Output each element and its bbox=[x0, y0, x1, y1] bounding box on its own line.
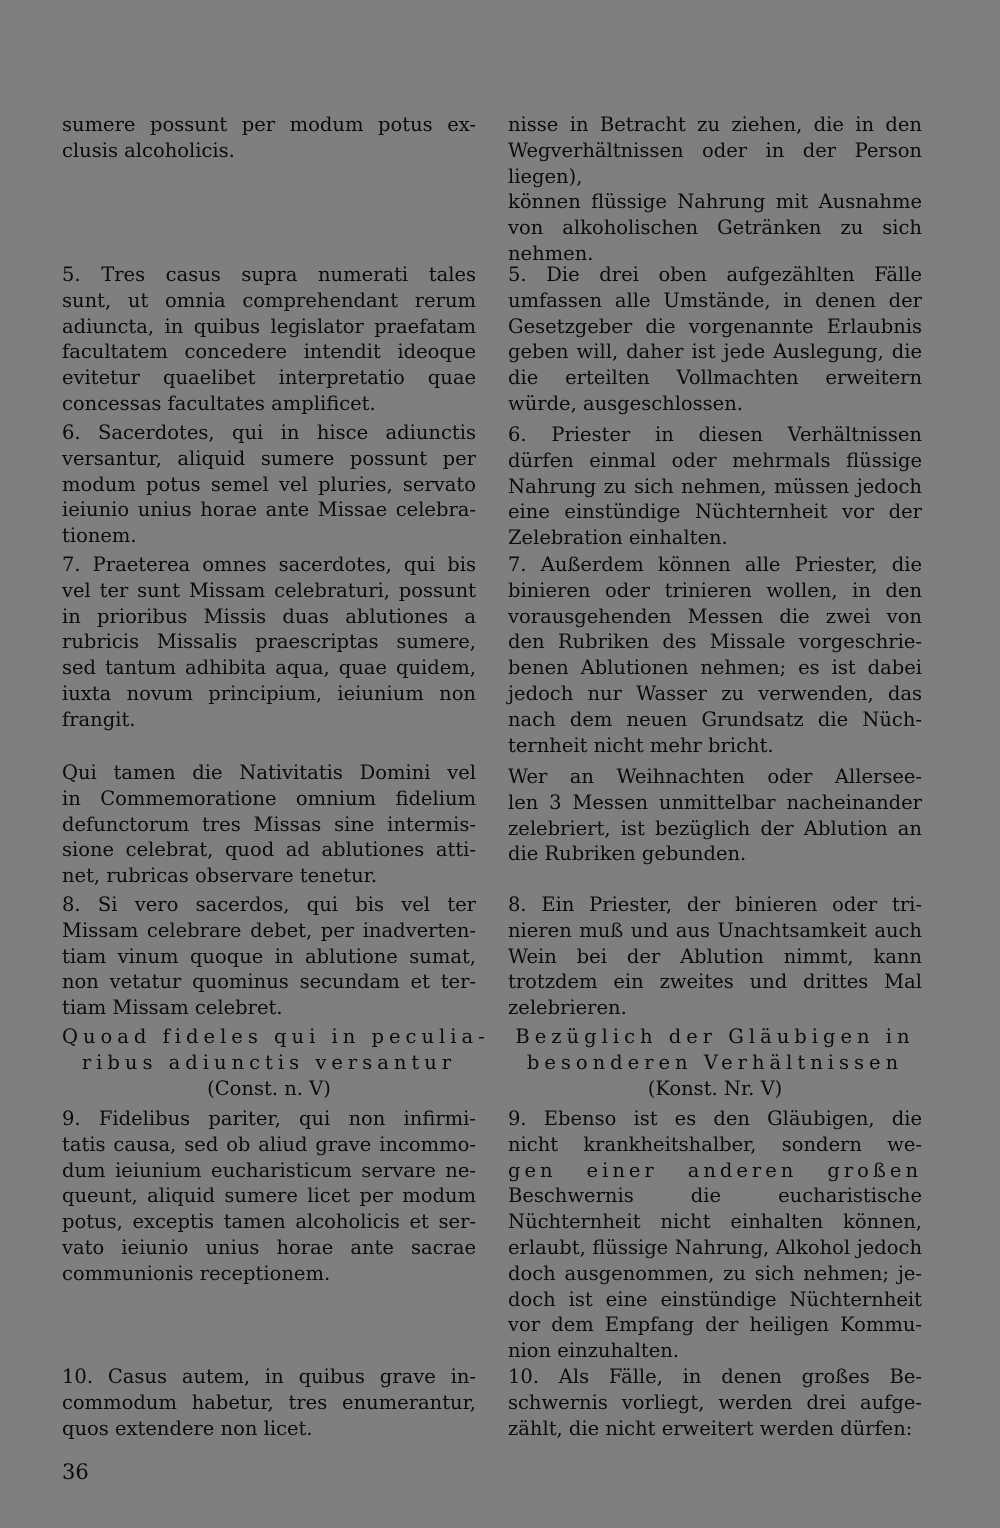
text-line: dürfen einmal oder mehrmals flüssige bbox=[508, 448, 922, 472]
constitution-reference: (Konst. Nr. V) bbox=[647, 1076, 783, 1100]
paragraph bbox=[508, 1106, 922, 1364]
text-line: Missam celebrare debet, per inadverten- bbox=[62, 918, 476, 942]
text-line: in Commemoratione omnium fidelium bbox=[62, 786, 476, 810]
text-line: len 3 Messen unmittelbar nacheinander bbox=[508, 790, 922, 814]
text-line: nion einzuhalten. bbox=[508, 1339, 680, 1363]
latin-paragraph-qui bbox=[62, 760, 476, 889]
paragraph bbox=[508, 112, 922, 267]
text-line: Wer an Weihnachten oder Allersee- bbox=[508, 765, 922, 788]
text-line: 10. Casus autem, in quibus grave in- bbox=[62, 1365, 476, 1388]
text-line: würde, ausgeschlossen. bbox=[508, 391, 743, 415]
text-line: 8. Si vero sacerdos, qui bis vel ter bbox=[62, 893, 476, 916]
latin-paragraph-intro bbox=[62, 112, 476, 164]
text-line: trotzdem ein zweites und drittes Mal bbox=[508, 970, 922, 994]
text-line: non vetatur quominus secundam et ter- bbox=[62, 970, 476, 994]
text-line: Gesetzgeber die vorgenannte Erlaubnis bbox=[508, 314, 922, 338]
section-heading bbox=[62, 1024, 490, 1101]
text-line: rubricis Missalis praescriptas sumere, bbox=[62, 630, 476, 654]
paragraph bbox=[508, 1364, 922, 1441]
text-line: vel ter sunt Missam celebraturi, possunt bbox=[62, 578, 476, 602]
paragraph bbox=[508, 892, 922, 1021]
german-paragraph-5 bbox=[508, 262, 922, 417]
text-line: können flüssige Nahrung mit Ausnahme bbox=[508, 190, 922, 214]
text-line: nach dem neuen Grundsatz die Nüch- bbox=[508, 707, 922, 731]
text-line: clusis alcoholicis. bbox=[62, 138, 235, 162]
text-line: Nahrung zu sich nehmen, müssen jedoch bbox=[508, 474, 922, 498]
text-line: 9. Fidelibus pariter, qui non infirmi- bbox=[62, 1107, 476, 1130]
text-line: doch ausgenommen, zu sich nehmen; je- bbox=[508, 1261, 922, 1285]
text-line: tiam Missam celebret. bbox=[62, 996, 283, 1020]
text-line: eine einstündige Nüchternheit vor der bbox=[508, 500, 922, 524]
text-line: sunt, ut omnia comprehendant rerum bbox=[62, 288, 476, 312]
german-paragraph-7 bbox=[508, 552, 922, 758]
text-line: umfassen alle Umstände, in denen der bbox=[508, 288, 922, 312]
text-line: Wegverhältnissen oder in der Person bbox=[508, 138, 922, 162]
paragraph bbox=[508, 764, 922, 867]
text-line: erlaubt, flüssige Nahrung, Alkohol jedoch bbox=[508, 1235, 922, 1259]
text-line: nicht krankheitshalber, sondern we- bbox=[508, 1132, 922, 1156]
heading-line: Bezüglich der Gläubigen in bbox=[515, 1025, 915, 1048]
text-line: Wein bei der Ablution nimmt, kann bbox=[508, 944, 922, 968]
text-line: zählt, die nicht erweitert werden dürfen: bbox=[508, 1416, 913, 1440]
latin-paragraph-9 bbox=[62, 1106, 476, 1287]
text-line: doch ist eine einstündige Nüchternheit bbox=[508, 1287, 922, 1311]
text-line: die erteilten Vollmachten erweitern bbox=[508, 366, 922, 390]
text-line: quos extendere non licet. bbox=[62, 1416, 313, 1440]
german-paragraph-6 bbox=[508, 422, 922, 551]
paragraph bbox=[62, 1364, 476, 1441]
german-paragraph-wer bbox=[508, 764, 922, 867]
heading-line: Quoad fideles qui in peculia- bbox=[62, 1025, 490, 1048]
text-line: 9. Ebenso ist es den Gläubigen, die bbox=[508, 1107, 922, 1130]
text-line: benen Ablutionen nehmen; es ist dabei bbox=[508, 656, 922, 680]
text-line: 7. Praeterea omnes sacerdotes, qui bis bbox=[62, 553, 476, 576]
text-line: den Rubriken des Missale vorgeschrie- bbox=[508, 630, 922, 654]
german-paragraph-10 bbox=[508, 1364, 922, 1441]
text-line: vor dem Empfang der heiligen Kommu- bbox=[508, 1313, 922, 1337]
text-line: schwernis vorliegt, werden drei aufge- bbox=[508, 1390, 922, 1414]
text-line: queunt, aliquid sumere licet per modum bbox=[62, 1184, 476, 1208]
text-line: jedoch nur Wasser zu verwenden, das bbox=[508, 681, 922, 705]
heading-line: ribus adiunctis versantur bbox=[81, 1050, 457, 1074]
latin-paragraph-6 bbox=[62, 420, 476, 549]
text-line: evitetur quaelibet interpretatio quae bbox=[62, 366, 476, 390]
latin-paragraph-10 bbox=[62, 1364, 476, 1441]
text-line: tiam vinum quoque in ablutione sumat, bbox=[62, 944, 476, 968]
text-line: Qui tamen die Nativitatis Domini vel bbox=[62, 761, 476, 784]
section-heading bbox=[508, 1024, 922, 1101]
heading-line: besonderen Verhältnissen bbox=[526, 1050, 904, 1074]
paragraph bbox=[62, 760, 476, 889]
paragraph bbox=[508, 422, 922, 551]
text-line: binieren oder trinieren wollen, in den bbox=[508, 578, 922, 602]
text-line: dum ieiunium eucharisticum servare ne- bbox=[62, 1158, 476, 1182]
text-line: nieren muß und aus Unachtsamkeit auch bbox=[508, 918, 922, 942]
paragraph bbox=[62, 1106, 476, 1287]
latin-paragraph-5 bbox=[62, 262, 476, 417]
text-line: sumere possunt per modum potus ex- bbox=[62, 113, 476, 136]
text-line: die Rubriken gebunden. bbox=[508, 842, 747, 866]
text-line: 6. Priester in diesen Verhältnissen bbox=[508, 423, 922, 446]
paragraph bbox=[62, 420, 476, 549]
text-line: ieiunio unius horae ante Missae celebra- bbox=[62, 498, 476, 522]
text-line: concessas facultates amplificet. bbox=[62, 391, 376, 415]
german-paragraph-intro bbox=[508, 112, 922, 267]
text-line: gen einer anderen großen bbox=[508, 1158, 922, 1182]
page-number: 36 bbox=[62, 1460, 89, 1484]
constitution-reference: (Const. n. V) bbox=[207, 1076, 331, 1100]
text-line: 10. Als Fälle, in denen großes Be- bbox=[508, 1365, 922, 1388]
text-line: ternheit nicht mehr bricht. bbox=[508, 733, 774, 757]
text-line: defunctorum tres Missas sine intermis- bbox=[62, 812, 476, 836]
text-line: versantur, aliquid sumere possunt per bbox=[62, 446, 476, 470]
text-line: zelebriert, ist bezüglich der Ablution an bbox=[508, 816, 922, 840]
text-line: Beschwernis die eucharistische bbox=[508, 1184, 922, 1208]
text-line: nehmen. bbox=[508, 241, 594, 265]
text-line: 8. Ein Priester, der binieren oder tri- bbox=[508, 893, 922, 916]
text-line: 5. Die drei oben aufgezählten Fälle bbox=[508, 263, 922, 286]
text-line: adiuncta, in quibus legislator praefatam bbox=[62, 314, 476, 338]
text-line: 7. Außerdem können alle Priester, die bbox=[508, 553, 922, 576]
text-line: geben will, daher ist jede Auslegung, die bbox=[508, 340, 922, 364]
latin-paragraph-8 bbox=[62, 892, 476, 1021]
paragraph bbox=[62, 112, 476, 164]
text-line: von alkoholischen Getränken zu sich bbox=[508, 216, 922, 240]
latin-section-heading bbox=[62, 1024, 490, 1101]
text-line: tatis causa, sed ob aliud grave incommo- bbox=[62, 1132, 476, 1156]
text-line: sione celebrat, quod ad ablutiones atti- bbox=[62, 838, 476, 862]
latin-paragraph-7 bbox=[62, 552, 476, 733]
text-line: liegen), bbox=[508, 164, 583, 188]
text-line: Zelebration einhalten. bbox=[508, 526, 728, 550]
text-line: iuxta novum principium, ieiunium non bbox=[62, 681, 476, 705]
paragraph bbox=[508, 552, 922, 758]
text-line: vorausgehenden Messen die zwei von bbox=[508, 604, 922, 628]
paragraph bbox=[508, 262, 922, 417]
text-line: modum potus semel vel pluries, servato bbox=[62, 472, 476, 496]
text-line: sed tantum adhibita aqua, quae quidem, bbox=[62, 656, 476, 680]
text-line: nisse in Betracht zu ziehen, die in den bbox=[508, 113, 922, 136]
text-line: frangit. bbox=[62, 707, 136, 731]
german-paragraph-9 bbox=[508, 1106, 922, 1364]
paragraph bbox=[62, 892, 476, 1021]
text-line: vato ieiunio unius horae ante sacrae bbox=[62, 1235, 476, 1259]
german-section-heading bbox=[508, 1024, 922, 1101]
text-line: tionem. bbox=[62, 524, 137, 548]
text-line: 6. Sacerdotes, qui in hisce adiunctis bbox=[62, 421, 476, 444]
text-line: zelebrieren. bbox=[508, 996, 627, 1020]
text-line: facultatem concedere intendit ideoque bbox=[62, 340, 476, 364]
german-paragraph-8 bbox=[508, 892, 922, 1021]
text-line: in prioribus Missis duas ablutiones a bbox=[62, 604, 476, 628]
text-line: Nüchternheit nicht einhalten können, bbox=[508, 1210, 922, 1234]
text-line: communionis receptionem. bbox=[62, 1261, 331, 1285]
paragraph bbox=[62, 262, 476, 417]
text-line: net, rubricas observare tenetur. bbox=[62, 864, 378, 888]
text-line: potus, exceptis tamen alcoholicis et ser- bbox=[62, 1210, 476, 1234]
text-line: commodum habetur, tres enumerantur, bbox=[62, 1390, 476, 1414]
paragraph bbox=[62, 552, 476, 733]
text-line: 5. Tres casus supra numerati tales bbox=[62, 263, 476, 286]
